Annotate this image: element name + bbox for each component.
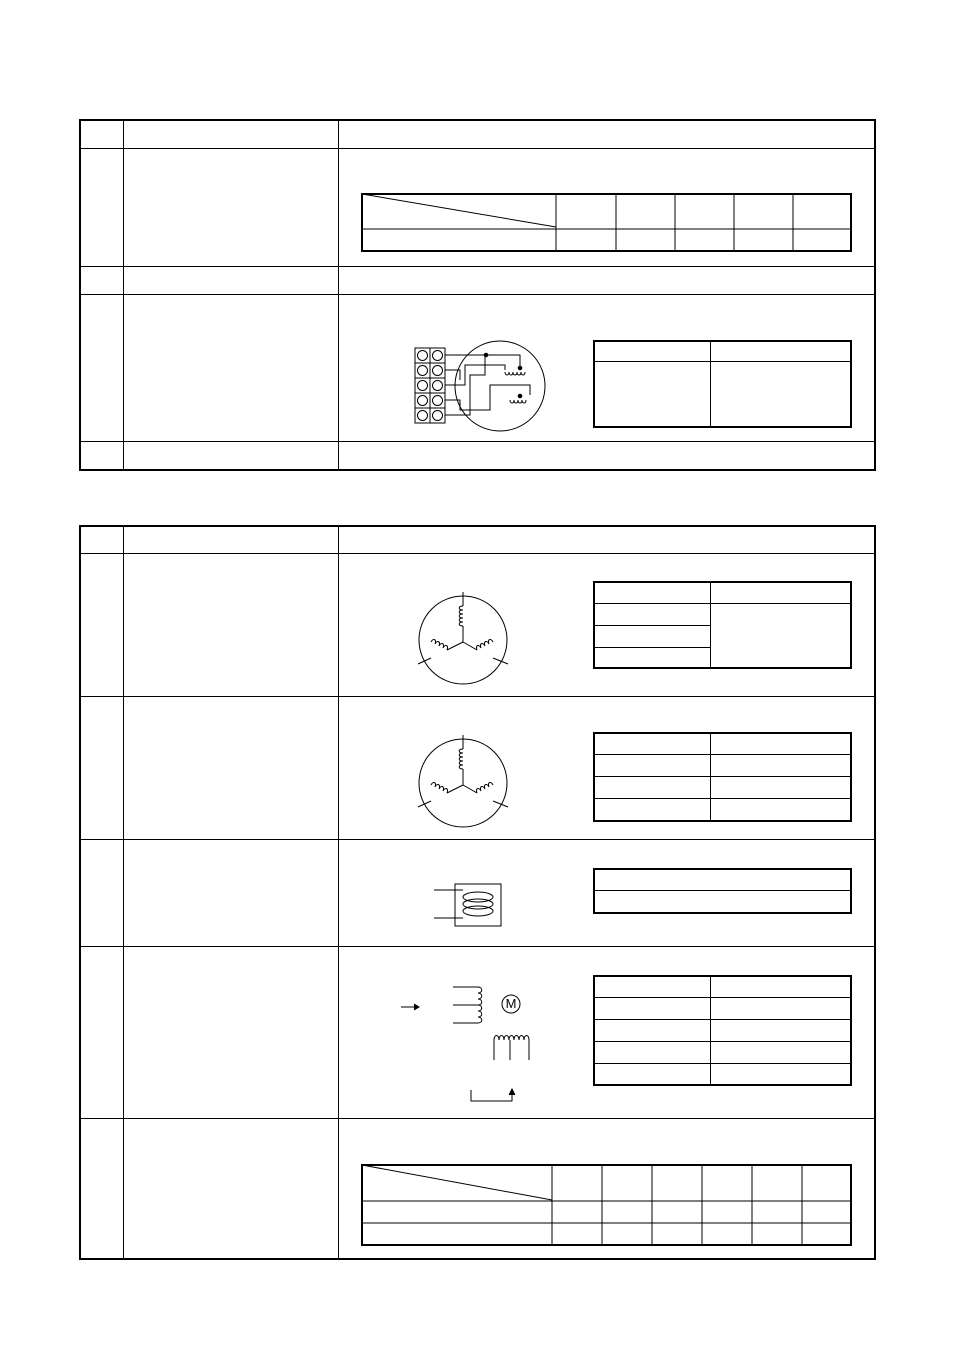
motor-m-symbol: M xyxy=(505,996,517,1011)
